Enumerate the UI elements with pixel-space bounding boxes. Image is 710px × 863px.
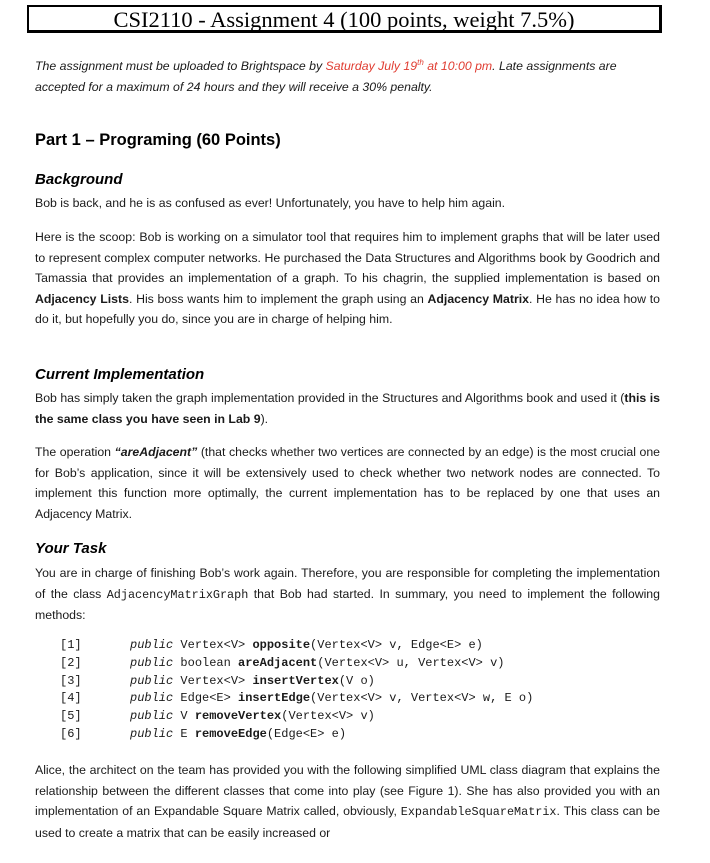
part1-heading: Part 1 – Programing (60 Points): [35, 131, 281, 149]
current-impl-heading: Current Implementation: [35, 366, 205, 383]
method-row: [3] public Vertex<V> insertVertex(V o): [60, 673, 375, 688]
your-task-para-2: Alice, the architect on the team has provided you with the following simplified UML class diagram that explains the relationship between the different classes that come into play (see Figure 1). She has also provided you with an implementation of an Expandable Square Matrix called, obviously, ExpandableSquareMatrix. This class can be used to create a matrix that can be easily increased or: [35, 763, 660, 840]
method-row: [1] public Vertex<V> opposite(Vertex<V> v, Edge<E> e): [60, 638, 483, 652]
intro-paragraph: [35, 56, 665, 97]
document-title: CSI2110 - Assignment 4 (100 points, weight 7.5%): [27, 5, 662, 33]
intro-text-1: The assignment must be uploaded to Brightspace by: [35, 59, 326, 73]
method-row: [4] public Edge<E> insertEdge(Vertex<V> v, Vertex<V> w, E o): [60, 691, 534, 706]
method-row: [5] public V removeVertex(Vertex<V> v): [60, 709, 375, 724]
background-para-1: Bob is back, and he is as confused as ever! Unfortunately, you have to help him again.: [35, 196, 506, 210]
your-task-heading: Your Task: [35, 540, 107, 557]
method-row: [2] public boolean areAdjacent(Vertex<V> u, Vertex<V> v): [60, 655, 505, 670]
current-impl-para-1: Bob has simply taken the graph implementation provided in the Structures and Algorithms book and used it (this is the same class you have seen in Lab 9).: [35, 391, 660, 426]
your-task-para-1: You are in charge of finishing Bob’s work again. Therefore, you are responsible for completing the implementation of the class AdjacencyMatrixGraph that Bob had started. In summary, you need to implement the following methods:: [35, 566, 660, 623]
intro-text-2: . Late assignments are accepted for a maximum of 24 hours and they will receive a 30% penalty.: [35, 59, 617, 94]
method-list: [60, 637, 533, 744]
background-heading: Background: [35, 171, 123, 188]
current-impl-para-2: The operation “areAdjacent” (that checks whether two vertices are connected by an edge) is the most crucial one for Bob’s application, since it will be extensively used to check whether two network nodes are connected. To implement this function more optimally, the current implementation has to be replaced by one that uses an Adjacency Matrix.: [35, 445, 660, 521]
background-para-2: Here is the scoop: Bob is working on a simulator tool that requires him to implement graphs that will be later used to represent complex computer networks. He purchased the Data Structures and Algorithms book by Goodrich and Tamassia that provides an implementation of a graph. To his chagrin, the supplied implementation is based on Adjacency Lists. His boss wants him to implement the graph using an Adjacency Matrix. He has no idea how to do it, but hopefully you do, since you are in charge of helping him.: [35, 230, 660, 327]
deadline-text: Saturday July 19th at 10:00 pm: [325, 57, 493, 73]
method-row: [6] public E removeEdge(Edge<E> e): [60, 726, 347, 741]
